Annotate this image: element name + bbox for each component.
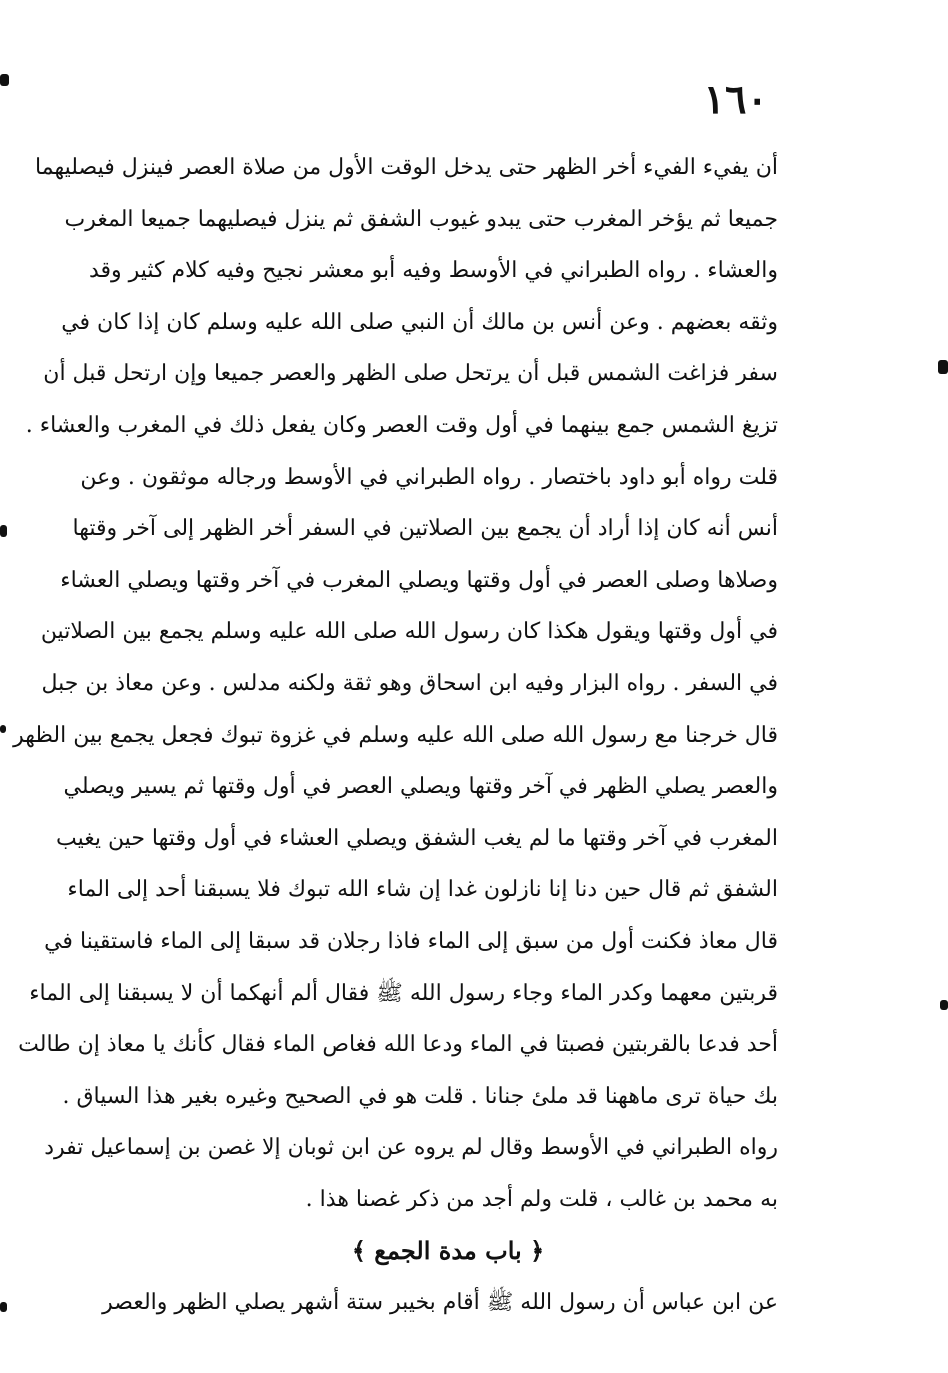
page-number: ١٦٠ (703, 76, 768, 123)
text-line: قلت رواه أبو داود باختصار . رواه الطبراني في الأوسط ورجاله موثقون . وعن (80, 464, 778, 490)
margin-mark (0, 725, 6, 733)
margin-mark (0, 74, 9, 86)
margin-mark (0, 525, 7, 537)
text-line: أن يفيء الفيء أخر الظهر حتى يدخل الوقت الأول من صلاة العصر فينزل فيصليهما (35, 155, 778, 180)
text-line: عن ابن عباس أن رسول الله ﷺ أقام بخيبر ستة أشهر يصلي الظهر والعصر (102, 1290, 778, 1316)
text-line: والعشاء . رواه الطبراني في الأوسط وفيه أبو معشر نجيح وفيه كلام كثير وقد (88, 258, 778, 284)
section-heading: ﴿ باب مدة الجمع ﴾ (351, 1236, 545, 1266)
text-line: في السفر . رواه البزار وفيه ابن اسحاق وهو ثقة ولكنه مدلس . وعن معاذ بن جبل (41, 670, 778, 696)
text-line: أحد فدعا بالقربتين فصبتا في الماء ودعا الله فغاص الماء فقال كأنك يا معاذ إن طالت (18, 1032, 778, 1058)
text-line: جميعا ثم يؤخر المغرب حتى يبدو غيوب الشفق ثم ينزل فيصليهما جميعا المغرب (64, 206, 778, 232)
text-line: رواه الطبراني في الأوسط وقال لم يروه عن ابن ثوبان إلا غصن بن إسماعيل تفرد (44, 1135, 778, 1161)
text-line: تزيغ الشمس جمع بينهما في أول وقت العصر وكان يفعل ذلك في المغرب والعشاء . (25, 412, 778, 438)
text-line: المغرب في آخر وقتها ما لم يغب الشفق ويصلي العشاء في أول وقتها حين يغيب (55, 825, 778, 851)
text-line: أنس أنه كان إذا أراد أن يجمع بين الصلاتين في السفر أخر الظهر إلى آخر وقتها (72, 516, 778, 542)
text-line: سفر فزاغت الشمس قبل أن يرتحل صلى الظهر والعصر جميعا وإن ارتحل قبل أن (43, 361, 778, 387)
text-line: الشفق ثم قال حين دنا إنا نازلون غدا إن شاء الله تبوك فلا يسبقنا أحد إلى الماء (67, 877, 778, 903)
margin-mark (0, 1302, 7, 1312)
text-line: والعصر يصلي الظهر في آخر وقتها ويصلي العصر في أول وقتها ثم يسير ويصلي (63, 774, 778, 800)
body-text (13, 142, 778, 1329)
text-line: بك حياة ترى ماههنا قد ملئ جنانا . قلت هو في الصحيح وغيره بغير هذا السياق . (62, 1083, 778, 1109)
text-line: وثقه بعضهم . وعن أنس بن مالك أن النبي صلى الله عليه وسلم كان إذا كان في (61, 309, 778, 335)
text-line: في أول وقتها ويقول هكذا كان رسول الله صلى الله عليه وسلم يجمع بين الصلاتين (40, 619, 778, 645)
text-line: قربتين معهما وكدر الماء وجاء رسول الله ﷺ فقال ألم أنهكما أن لا يسبقنا إلى الماء (29, 980, 778, 1006)
text-line: قال معاذ فكنت أول من سبق إلى الماء فاذا رجلان قد سبقا إلى الماء فاستقينا في (44, 928, 778, 954)
text-line: قال خرجنا مع رسول الله صلى الله عليه وسلم في غزوة تبوك فجعل يجمع بين الظهر (13, 722, 778, 748)
text-line: وصلاها وصلى العصر في أول وقتها ويصلي المغرب في آخر وقتها ويصلي العشاء (60, 567, 778, 593)
text-line: به محمد بن غالب ، قلت ولم أجد من ذكر غصنا هذا . (305, 1186, 778, 1212)
margin-mark (938, 360, 948, 374)
margin-mark (940, 1000, 948, 1010)
